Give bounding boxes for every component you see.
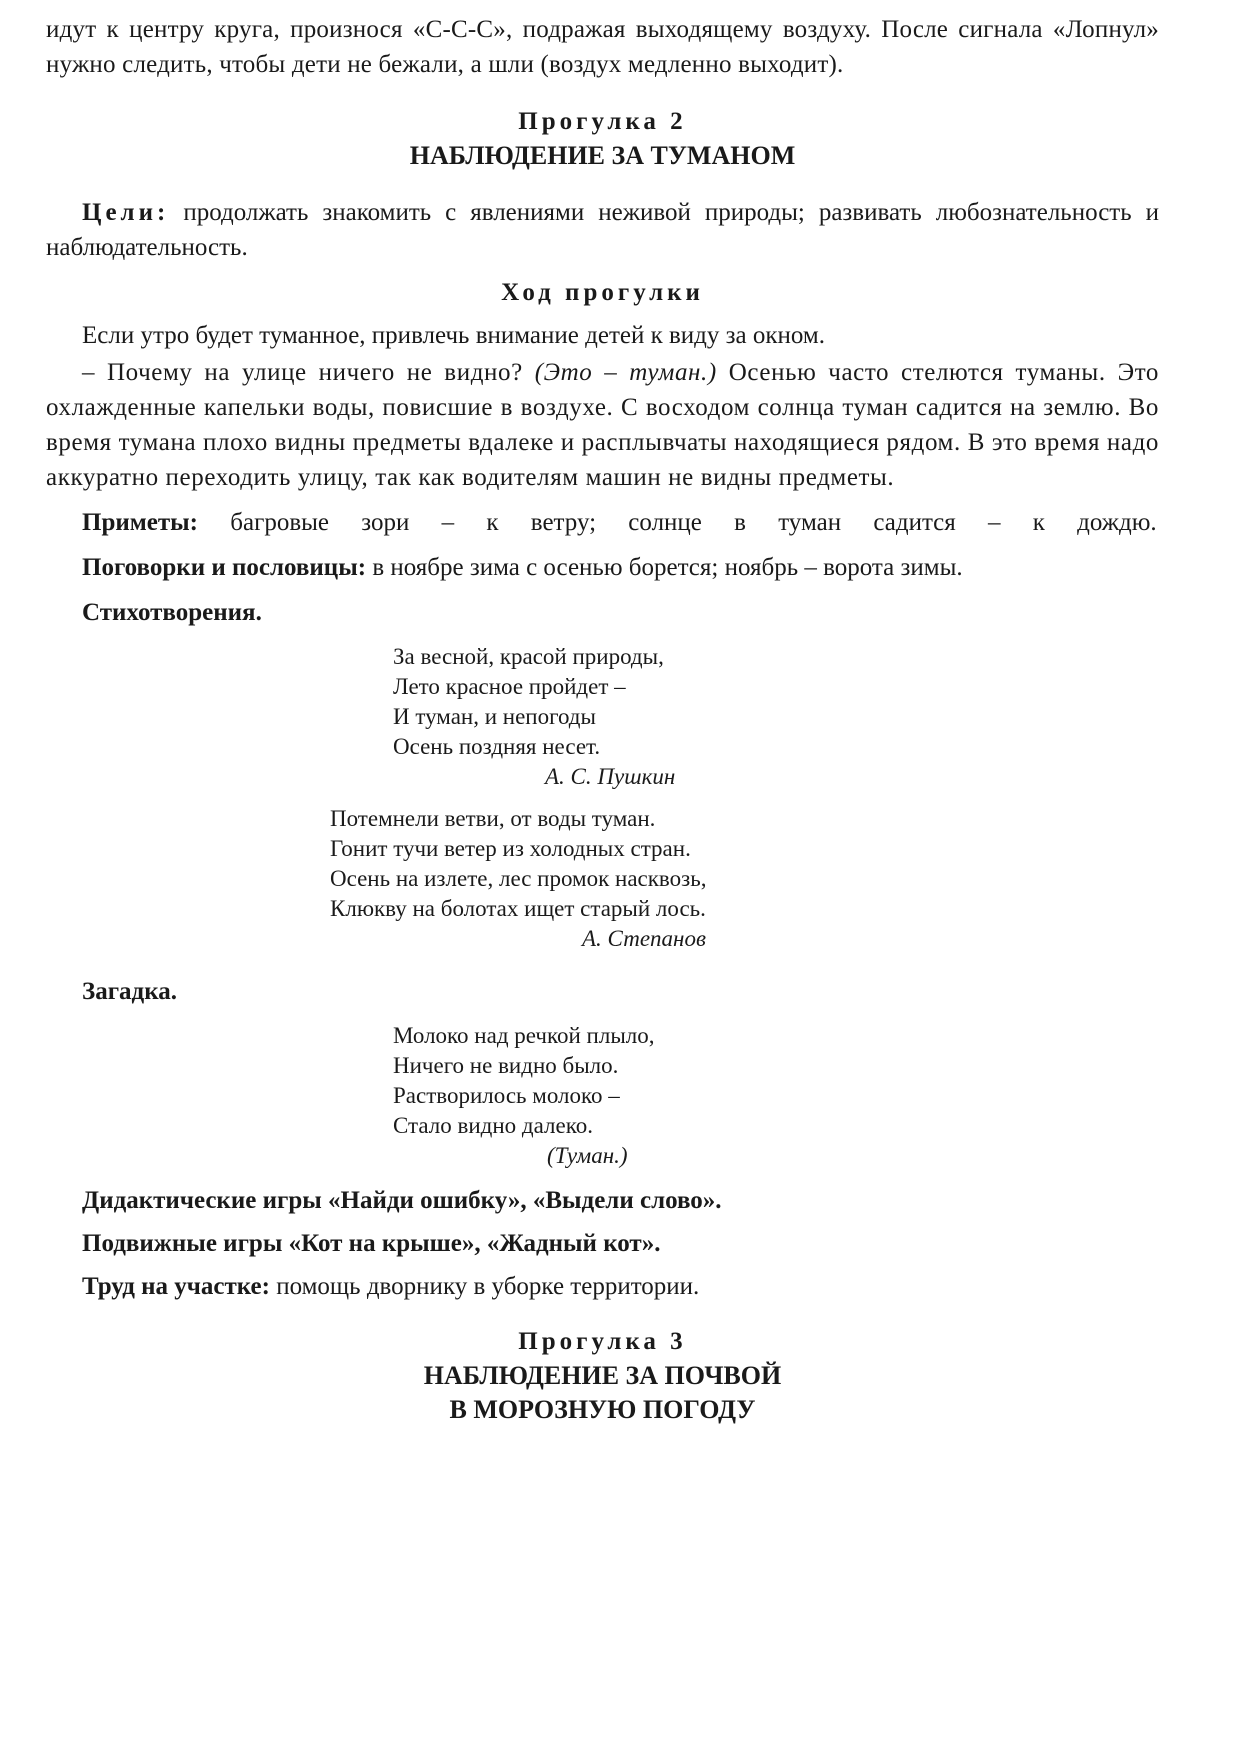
poem-line: И туман, и непогоды: [393, 704, 596, 729]
goals-label: Цели:: [82, 199, 170, 226]
poem-author: А. Степанов: [582, 926, 706, 951]
walk3-label: Прогулка 3: [518, 1328, 687, 1355]
signs-label: Приметы:: [82, 509, 199, 536]
poem-stepanov: [330, 804, 1159, 954]
didactic-games: Дидактические игры «Найди ошибку», «Выдели слово».: [82, 1187, 722, 1214]
riddle-answer: (Туман.): [547, 1143, 628, 1168]
walk3-title-line1: НАБЛЮДЕНИЕ ЗА ПОЧВОЙ: [423, 1361, 782, 1390]
sayings-paragraph: [46, 550, 1159, 585]
riddle-line: Ничего не видно было.: [393, 1053, 619, 1078]
dialogue-answer: (Это – туман.): [534, 359, 717, 386]
poem-line: Лето красное пройдет –: [393, 674, 626, 699]
labor-label: Труд на участке:: [82, 1273, 270, 1300]
walk3-title-line2: В МОРОЗНУЮ ПОГОДУ: [449, 1395, 756, 1424]
riddle: [393, 1021, 1159, 1171]
riddle-line: Молоко над речкой плыло,: [393, 1023, 655, 1048]
poem-line: Потемнели ветви, от воды туман.: [330, 806, 656, 831]
poem-line: Осень на излете, лес промок насквозь,: [330, 866, 707, 891]
riddle-label: Загадка.: [82, 978, 177, 1005]
sayings-label: Поговорки и пословицы:: [82, 554, 367, 581]
signs-text: багровые зори – к ветру; солнце в туман садится – к дождю.: [230, 509, 1157, 536]
labor-paragraph: [46, 1269, 1159, 1304]
document-page: [46, 12, 1159, 1427]
poems-label: Стихотворения.: [82, 599, 262, 626]
poem-line: Гонит тучи ветер из холодных стран.: [330, 836, 691, 861]
goals-text: продолжать знакомить с явлениями неживой природы; развивать любознательность и наблюдательность.: [46, 199, 1159, 261]
signs-paragraph: [46, 505, 1159, 540]
sayings-text: в ноябре зима с осенью борется; ноябрь – ворота зимы.: [372, 554, 963, 581]
course-paragraph-2: [46, 355, 1159, 495]
mobile-games: Подвижные игры «Кот на крыше», «Жадный кот».: [82, 1230, 661, 1257]
dialogue-end: Осенью часто стелются туманы. Это охлажденные капельки воды, повисшие в воздухе. С восходом солнца туман садится на землю. Во время тумана плохо видны предметы вдалеке и расплывчаты находящиеся рядом. В это время надо аккуратно переходить улицу, так как водителям машин не видны предметы.: [46, 359, 1159, 491]
course-label: Ход прогулки: [501, 279, 704, 306]
poem-line: Осень поздняя несет.: [393, 734, 601, 759]
poem-line: За весной, красой природы,: [393, 644, 664, 669]
labor-text: помощь дворнику в уборке территории.: [276, 1273, 700, 1300]
poem-line: Клюкву на болотах ищет старый лось.: [330, 896, 706, 921]
riddle-line: Стало видно далеко.: [393, 1113, 593, 1138]
intro-paragraph: идут к центру круга, произнося «С-С-С», подражая выходящему воздуху. После сигнала «Лопнул» нужно следить, чтобы дети не бежали, а шли (воздух медленно выходит).: [46, 16, 1159, 78]
poem-author: А. С. Пушкин: [545, 764, 676, 789]
walk2-label: Прогулка 2: [518, 108, 687, 135]
dialogue-start: – Почему на улице ничего не видно?: [82, 359, 523, 386]
poem-pushkin: [393, 642, 1159, 792]
riddle-line: Растворилось молоко –: [393, 1083, 620, 1108]
course-paragraph-1: Если утро будет туманное, привлечь внимание детей к виду за окном.: [82, 322, 825, 349]
goals-paragraph: [46, 195, 1159, 265]
walk2-title: НАБЛЮДЕНИЕ ЗА ТУМАНОМ: [409, 141, 796, 170]
